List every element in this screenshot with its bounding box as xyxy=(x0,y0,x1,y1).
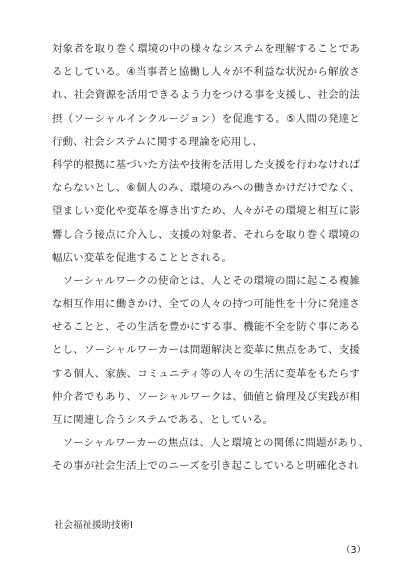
text-line: ソーシャルワークの使命とは、人とその環境の間に起こる複雑 xyxy=(52,274,360,287)
text-line: な相互作用に働きかけ、全ての人々の持つ可能性を十分に発達さ xyxy=(52,298,360,311)
text-line: ソーシャルワーカーの焦点は、人と環境との関係に問題があり、 xyxy=(52,437,370,450)
text-line: れ、社会資源を活用できるよう力をつける事を支援し、社会的法 xyxy=(52,89,360,102)
text-line: 幅広い変革を促進することとされる。 xyxy=(52,251,233,264)
page-number: （3） xyxy=(340,545,366,556)
text-line: 響し合う接点に介入し、支援の対象者、それらを取り巻く環境の xyxy=(52,228,360,241)
text-line: 摂（ソーシャルインクルージョン）を促進する。⑤人間の発達と xyxy=(52,112,360,125)
text-line: 対象者を取り巻く環境の中の様々なシステムを理解することであ xyxy=(52,43,360,55)
text-line: とし、ソーシャルワーカーは問題解決と変革に焦点をあて、支援 xyxy=(52,344,360,357)
text-line: せることと、その生活を豊かにする事、機能不全を防ぐ事にある xyxy=(52,321,360,334)
text-line: 行動、社会システムに関する理論を応用し、 xyxy=(52,135,263,148)
text-line: ならないとし、⑥個人のみ、環境のみへの働きかけだけでなく、 xyxy=(52,182,360,195)
text-line: その事が社会生活上でのニーズを引き起こしていると明確化され xyxy=(52,460,359,473)
footer-course-title: 社会福祉援助技術Ⅰ xyxy=(54,520,133,531)
text-line: 互に関連し合うシステムである、としている。 xyxy=(52,414,274,426)
text-line: 仲介者でもあり、ソーシャルワークは、価値と倫理及び実践が相 xyxy=(52,390,360,403)
text-line: 科学的根拠に基づいた方法や技術を活用した支援を行わなければ xyxy=(52,158,360,171)
body-text xyxy=(52,38,370,479)
text-line: 望ましい変化や変革を導き出すため、人々がその環境と相互に影 xyxy=(52,205,360,218)
text-line: るとしている。④当事者と協働し人々が不利益な状況から解放さ xyxy=(52,66,360,79)
text-line: する個人、家族、コミュニティ等の人々の生活に変革をもたらす xyxy=(52,367,360,380)
